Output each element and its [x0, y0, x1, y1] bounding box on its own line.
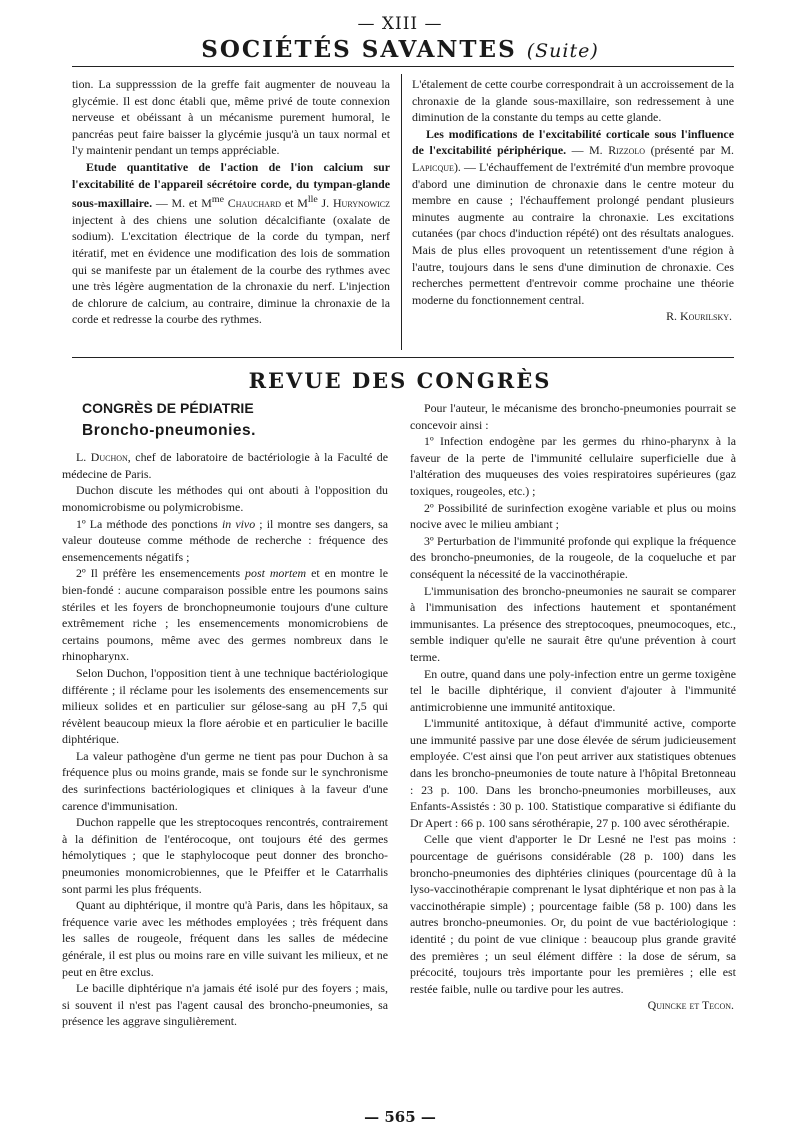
author-chauchard: Chauchard	[223, 196, 282, 211]
revue-right-p3: 2º Possibilité de surinfection exogène variable et plus ou moins nocive avec le milieu ambiant ;	[410, 500, 736, 532]
revue-right-p1: Pour l'auteur, le mécanisme des broncho-pneumonies pourrait se concevoir ainsi :	[410, 401, 736, 432]
revue-left-column	[62, 400, 388, 1030]
revue-left-p6: La valeur pathogène d'un germe ne tient pas pour Duchon à sa fréquence plus ou moins grande, mais se fonde sur le synchronisme des surinfections bactériologiques et cliniques à la faveur d'une carence d'immunisation.	[62, 748, 388, 813]
author-duchon: L. Duchon	[76, 450, 128, 465]
societes-right-p2: Les modifications de l'excitabilité corticale sous l'influence de l'excitabilité périphérique. — M. Rizzolo (présenté par M. Lapicque). — L'échauffement de l'extrémité d'un membre provoque d'abord une diminution de chronaxie dans le centre moteur du membre en cause ; l'échauffement prolongé pendant plusieurs minutes augmente au contraire la chronaxie. Les excitations cutanées (par chocs d'induction répété) ont des résultats analogues. Mais de plus elles provoquent un retentissement d'une région à l'autre, toujours dans le sens d'une diminution de chronaxie. Ces recherches permettent d'entrevoir comme prochaine une théorie moderne du fonctionnement central.	[412, 126, 734, 307]
revue-right-p5: L'immunisation des broncho-pneumonies ne saurait se comparer à l'immunisation des infections hautement et spontanément immunisantes. La présence des streptocoques, pneumocoques, etc., semble indiquer qu'elle ne saurait être qu'une prévention à court terme.	[410, 583, 736, 664]
revue-right-column	[410, 400, 736, 1014]
presenter-lapicque: Lapicque	[412, 159, 454, 174]
revue-right-p7: L'immunité antitoxique, à défaut d'immunité active, comporte une immunité passive par une dose élevée de sérum judicieusement employée. C'est ainsi que l'on peut arriver aux statistiques obtenues dans les broncho-pneumonies de toute nature à l'hôpital Bretonneau : 23 p. 100. Dans les broncho-pneumonies morbilleuses, aux Enfants-Assistés : 30 p. 100. Statistique comparative si édifiante du Dr Apert : 66 p. 100 sans sérothérapie, 27 p. 100 avec sérothérapie.	[410, 716, 736, 830]
societes-title: SOCIÉTÉS SAVANTES	[201, 36, 517, 63]
header-rule	[72, 66, 734, 67]
revue-left-p9: Le bacille diphtérique n'a jamais été isolé pur des foyers ; mais, si souvent il n'est pas l'agent causal des broncho-pneumonies, sa présence les aggrave singulièrement.	[62, 981, 388, 1029]
revue-left-p2: Duchon discute les méthodes qui ont abouti à l'opposition du monomicrobisme ou polymicrobisme.	[62, 483, 388, 514]
congres-heading: CONGRÈS DE PÉDIATRIE	[82, 400, 254, 416]
page-roman-numeral: — XIII —	[357, 14, 443, 34]
societes-left-p2: Etude quantitative de l'action de l'ion calcium sur l'excitabilité de l'appareil sécrétoire corde, du tympan-glande sous-maxillaire. — M. et $M^{me}$ Chauchard et $M^{lle}$ J. Hurynowicz injectent à des chiens une solution décalcifiante (oxalate de sodium). L'excitation électrique de la corde du tympan, nerf itératif, met en évidence une modification des lois de sommation qui se manifeste par un étalement de la courbe des rythmes avec une très légère augmentation de la chronaxie du nerf. L'injection de chlorure de calcium, au contraire, diminue la chronaxie de la corde et redresse la courbe des rythmes.	[72, 159, 390, 327]
revue-right-p8: Celle que vient d'apporter le Dr Lesné ne l'est pas moins : pourcentage de guérisons considérable (28 p. 100) dans les broncho-pneumonies des diphtéries cliniques (pourcentage dû à la lyso-vaccinothérapie comprenant le lysat diphtérique et non pas à la vaccinothérapie simple) ; pourcentage faible (58 p. 100) dans les autres broncho-pneumonies. Or, du point de vue bactériologique : identité ; du point de vue clinique : beaucoup plus grande gravité des premières ; un seul élément diffère : la dose de sérum, sa précocité, toujours très importante pour les premières ; elle est restée faible, nulle ou tardive pour les autres.	[410, 832, 736, 996]
article-title-calcium: Etude quantitative de l'action de l'ion calcium sur l'excitabilité de l'appareil sécrétoire corde, du tympan-glande sous-maxillaire.	[72, 159, 390, 211]
suite-label: (Suite)	[526, 40, 599, 62]
revue-des-congres-heading: REVUE DES CONGRÈS	[248, 368, 552, 393]
signature-kourilsky: R. Kourilsky.	[666, 309, 732, 324]
societes-left-p1: tion. La suppresssion de la greffe fait augmenter de nouveau la glycémie. Il est donc établi que, même privé de toute connexion nerveuse et obéissant à un mécanisme purement humoral, le pancréas peut faire baisser la glycémie jusqu'à un taux normal et l'y maintenir pendant un temps appréciable.	[72, 77, 390, 158]
revue-right-p6: En outre, quand dans une poly-infection entre un germe toxigène tel le bacille diphtérique, il convient d'ajouter à l'immunité antimicrobienne une immunité antitoxique.	[410, 666, 736, 714]
article-title-excitabilite: Les modifications de l'excitabilité corticale sous l'influence de l'excitabilité périphérique.	[412, 126, 734, 158]
revue-right-p4: 3º Perturbation de l'immunité profonde qui explique la fréquence des broncho-pneumonies, de la rougeole, de la coqueluche et par conséquent la nécessité de la vaccinothérapie.	[410, 533, 736, 581]
societes-right-p1: L'étalement de cette courbe correspondrait à un accroissement de la chronaxie de la glande sous-maxillaire, son redressement à une diminution de la constante du temps au cette glande.	[412, 77, 734, 125]
signature-quincke-tecon: Quincke et Tecon.	[647, 998, 734, 1013]
societes-left-column	[72, 76, 390, 328]
revue-left-p7: Duchon rappelle que les streptocoques rencontrés, contrairement à la définition de l'entérocoque, ont toujours été des germes hémolytiques ; que le staphylocoque peut donner des broncho-pneumonies monomicrobiennes, que le Pfeiffer et le Catarrhalis sont parmi les plus fréquents.	[62, 815, 388, 896]
revue-left-p3: 1º La méthode des ponctions in vivo ; il montre ses dangers, sa valeur douteuse comme méthode de recherche : fréquence des ensemencements négatifs ;	[62, 516, 388, 564]
page-number-footer: — 565 —	[364, 1108, 436, 1126]
revue-left-p4: 2º Il préfère les ensemencements post mortem et en montre le bien-fondé : aucune comparaison possible entre les poumons sains stériles et les foyers de bronchopneumonie toujours d'une culture extrêmement riche ; les ensemencements monomicrobiens de certains poumons, même avec des germes nombreux dans le rhinopharynx.	[62, 566, 389, 664]
author-hurynowicz: J. Hurynowicz	[317, 196, 390, 211]
subject-heading: Broncho-pneumonies.	[82, 421, 256, 439]
revue-left-p5: Selon Duchon, l'opposition tient à une technique bactériologique différente ; il réclame pour les isolements des ensemencements sur milieux solides et en particulier sur gélose-sang au pH 7,5 qui révèlent beaucoup mieux la flore aérobie et en particulier le bacille diphtérique.	[62, 665, 388, 747]
author-rizzolo: Rizzolo	[608, 143, 646, 158]
societes-right-column	[412, 76, 734, 325]
societes-savantes-heading	[0, 36, 800, 63]
column-divider-top	[401, 74, 402, 350]
revue-right-p2: 1º Infection endogène par les germes du rhino-pharynx à la faveur de la perte de l'immunité cellulaire superficielle due à l'altération des muqueuses des voies respiratoires supérieures (gaz toxiques, rougeoles, etc.) ;	[410, 434, 736, 498]
revue-left-p1: L. Duchon, chef de laboratoire de bactériologie à la Faculté de médecine de Paris.	[62, 450, 388, 481]
revue-left-p8: Quant au diphtérique, il montre qu'à Paris, dans les hôpitaux, sa fréquence varie avec les méthodes employées ; très fréquent dans les salles de rougeole, fréquent dans les salles de médecine générale, il est plus ou moins rare en ville suivant les milieux, et ne peut en être exclus.	[62, 898, 388, 979]
section-rule	[72, 357, 734, 358]
